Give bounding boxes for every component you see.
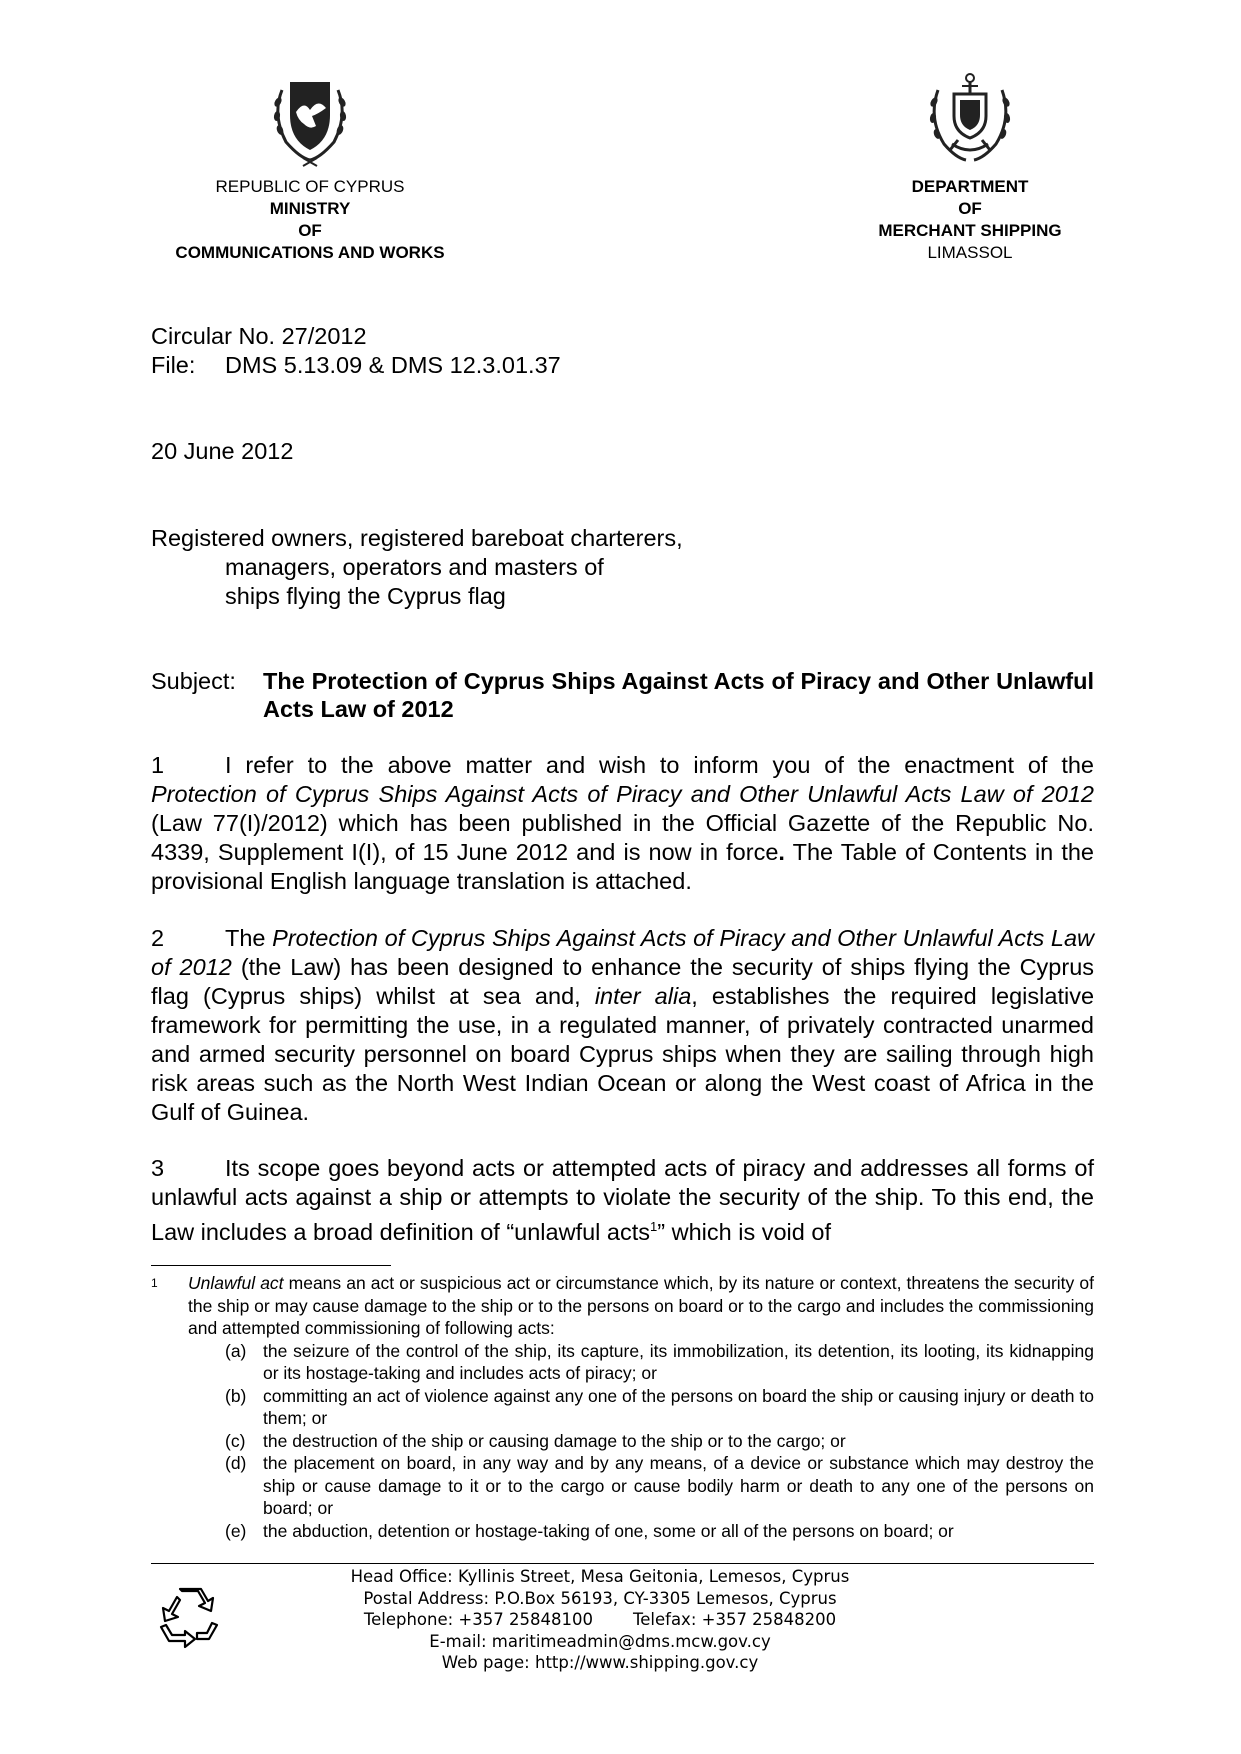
paragraph-text: I refer to the above matter and wish to inform you of the enactment of the [225, 752, 1094, 778]
department-header [845, 70, 1095, 264]
web-link[interactable]: Web page: http://www.shipping.gov.cy [441, 1653, 759, 1672]
bold-period: . [778, 839, 785, 865]
item-letter: (c) [225, 1430, 246, 1451]
ministry-header [140, 70, 480, 264]
department-name: MERCHANT SHIPPING [878, 221, 1062, 240]
paragraph-text: , establishes the required legislative framework for permitting the use, in a regulated manner, of privately contracted unarmed and armed security personnel on board Cyprus ships when they are sailing through high risk areas such as the North West Indian Ocean or along the West coast of Africa in the Gulf of Guinea. [151, 983, 1095, 1125]
addressees [151, 524, 1094, 611]
paragraph-number: 1 [151, 752, 165, 778]
item-letter: (e) [225, 1520, 247, 1541]
addressee-line: ships flying the Cyprus flag [225, 583, 506, 609]
cyprus-coat-of-arms-icon [260, 70, 360, 170]
paragraph-1 [151, 751, 1094, 896]
file-value: DMS 5.13.09 & DMS 12.3.01.37 [225, 352, 561, 378]
paragraph-3 [151, 1154, 1094, 1247]
paragraph-2 [151, 924, 1094, 1127]
footnote-divider [151, 1265, 391, 1266]
paragraph-number: 2 [151, 925, 165, 951]
item-text: the abduction, detention or hostage-taking of one, some or all of the persons on board; or [263, 1520, 954, 1541]
paragraph-text: (the Law) has been designed to enhance the security of ships flying the Cyprus flag (Cyprus ships) whilst at sea and, [151, 954, 1095, 1009]
telefax: Telefax: +357 25848200 [632, 1610, 837, 1629]
item-text: the placement on board, in any way and by any means, of a device or substance which may destroy the ship or cause damage to it or to the cargo or cause bodily harm or death to any one of the persons on board; or [263, 1453, 1094, 1518]
postal-address: Postal Address: P.O.Box 56193, CY-3305 Lemesos, Cyprus [363, 1588, 837, 1608]
footer-contact [250, 1566, 950, 1674]
circular-number: Circular No. 27/2012 [151, 323, 367, 349]
footnote-definition [188, 1272, 1094, 1340]
footnote-list [225, 1340, 1094, 1543]
item-text: the destruction of the ship or causing damage to the ship or to the cargo; or [263, 1430, 846, 1451]
letter-date [151, 437, 1094, 466]
item-text: the seizure of the control of the ship, its capture, its immobilization, its detention, its looting, its kidnapping or its hostage-taking and includes acts of piracy; or [263, 1340, 1094, 1383]
telephone: Telephone: +357 25848100 [363, 1610, 593, 1629]
definition-text: means an act or suspicious act or circumstance which, by its nature or context, threatens the security of the ship or may cause damage to the ship or to the persons on board or to the cargo and includes the commissioning and attempted commissioning of following acts: [188, 1273, 1094, 1338]
footnote-reference[interactable]: 1 [650, 1219, 658, 1234]
email-link[interactable]: E-mail: maritimeadmin@dms.mcw.gov.cy [429, 1631, 771, 1651]
date-text: 20 June 2012 [151, 438, 294, 464]
circular-reference [151, 322, 1094, 380]
item-letter: (b) [225, 1385, 247, 1406]
phone-fax-line [250, 1609, 950, 1631]
department-label: DEPARTMENT [911, 177, 1029, 196]
ministry-label: MINISTRY [269, 199, 351, 218]
list-item [225, 1520, 1094, 1543]
law-title: Protection of Cyprus Ships Against Acts of Piracy and Other Unlawful Acts Law of 2012 [151, 781, 1094, 807]
latin-phrase: inter alia [594, 983, 692, 1009]
list-item [225, 1452, 1094, 1520]
list-item [225, 1385, 1094, 1430]
subject-label: Subject: [151, 668, 236, 694]
paragraph-text: The Table of Contents in the provisional English language translation is attached. [151, 839, 1095, 894]
republic-label: REPUBLIC OF CYPRUS [215, 177, 405, 196]
list-item [225, 1340, 1094, 1385]
file-label: File: [151, 352, 196, 378]
law-title: Protection of Cyprus Ships Against Acts of Piracy and Other Unlawful Acts Law of 2012 [151, 925, 1094, 980]
paragraph-text: The [225, 925, 266, 951]
item-letter: (d) [225, 1453, 247, 1473]
of-label: OF [958, 199, 982, 218]
paragraph-text: (Law 77(I)/2012) which has been published in the Official Gazette of the Republic No. 4339, Supplement I(I), of 15 June 2012 and is now in force [151, 810, 1094, 865]
footnote-1 [151, 1272, 1094, 1542]
ministry-name: COMMUNICATIONS AND WORKS [175, 243, 445, 262]
item-letter: (a) [225, 1340, 247, 1361]
paragraph-text: Its scope goes beyond acts or attempted acts of piracy and addresses all forms of unlawful acts against a ship or attempts to violate the security of the ship. To this end, the Law includes a broad definition of “unlawful acts [151, 1155, 1094, 1245]
paragraph-text: ” which is void of [657, 1218, 831, 1245]
addressee-line: Registered owners, registered bareboat charterers, [151, 525, 683, 551]
footer-divider [151, 1563, 1094, 1564]
recycle-icon [155, 1585, 225, 1655]
head-office: Head Office: Kyllinis Street, Mesa Geitonia, Lemesos, Cyprus [350, 1567, 850, 1586]
city-label: LIMASSOL [927, 243, 1013, 262]
defined-term: Unlawful act [188, 1273, 284, 1293]
subject-title: The Protection of Cyprus Ships Against Acts of Piracy and Other Unlawful Acts Law of 2012 [263, 668, 1094, 722]
anchor-crest-icon [920, 70, 1020, 170]
of-label: OF [298, 221, 322, 240]
footnote-mark: 1 [151, 1276, 158, 1290]
paragraph-number: 3 [151, 1155, 165, 1181]
subject-block [151, 667, 1094, 723]
item-text: committing an act of violence against any one of the persons on board the ship or causing injury or death to them; or [263, 1385, 1094, 1428]
addressee-line: managers, operators and masters of [225, 554, 604, 580]
list-item [225, 1430, 1094, 1453]
file-reference [151, 351, 1094, 380]
